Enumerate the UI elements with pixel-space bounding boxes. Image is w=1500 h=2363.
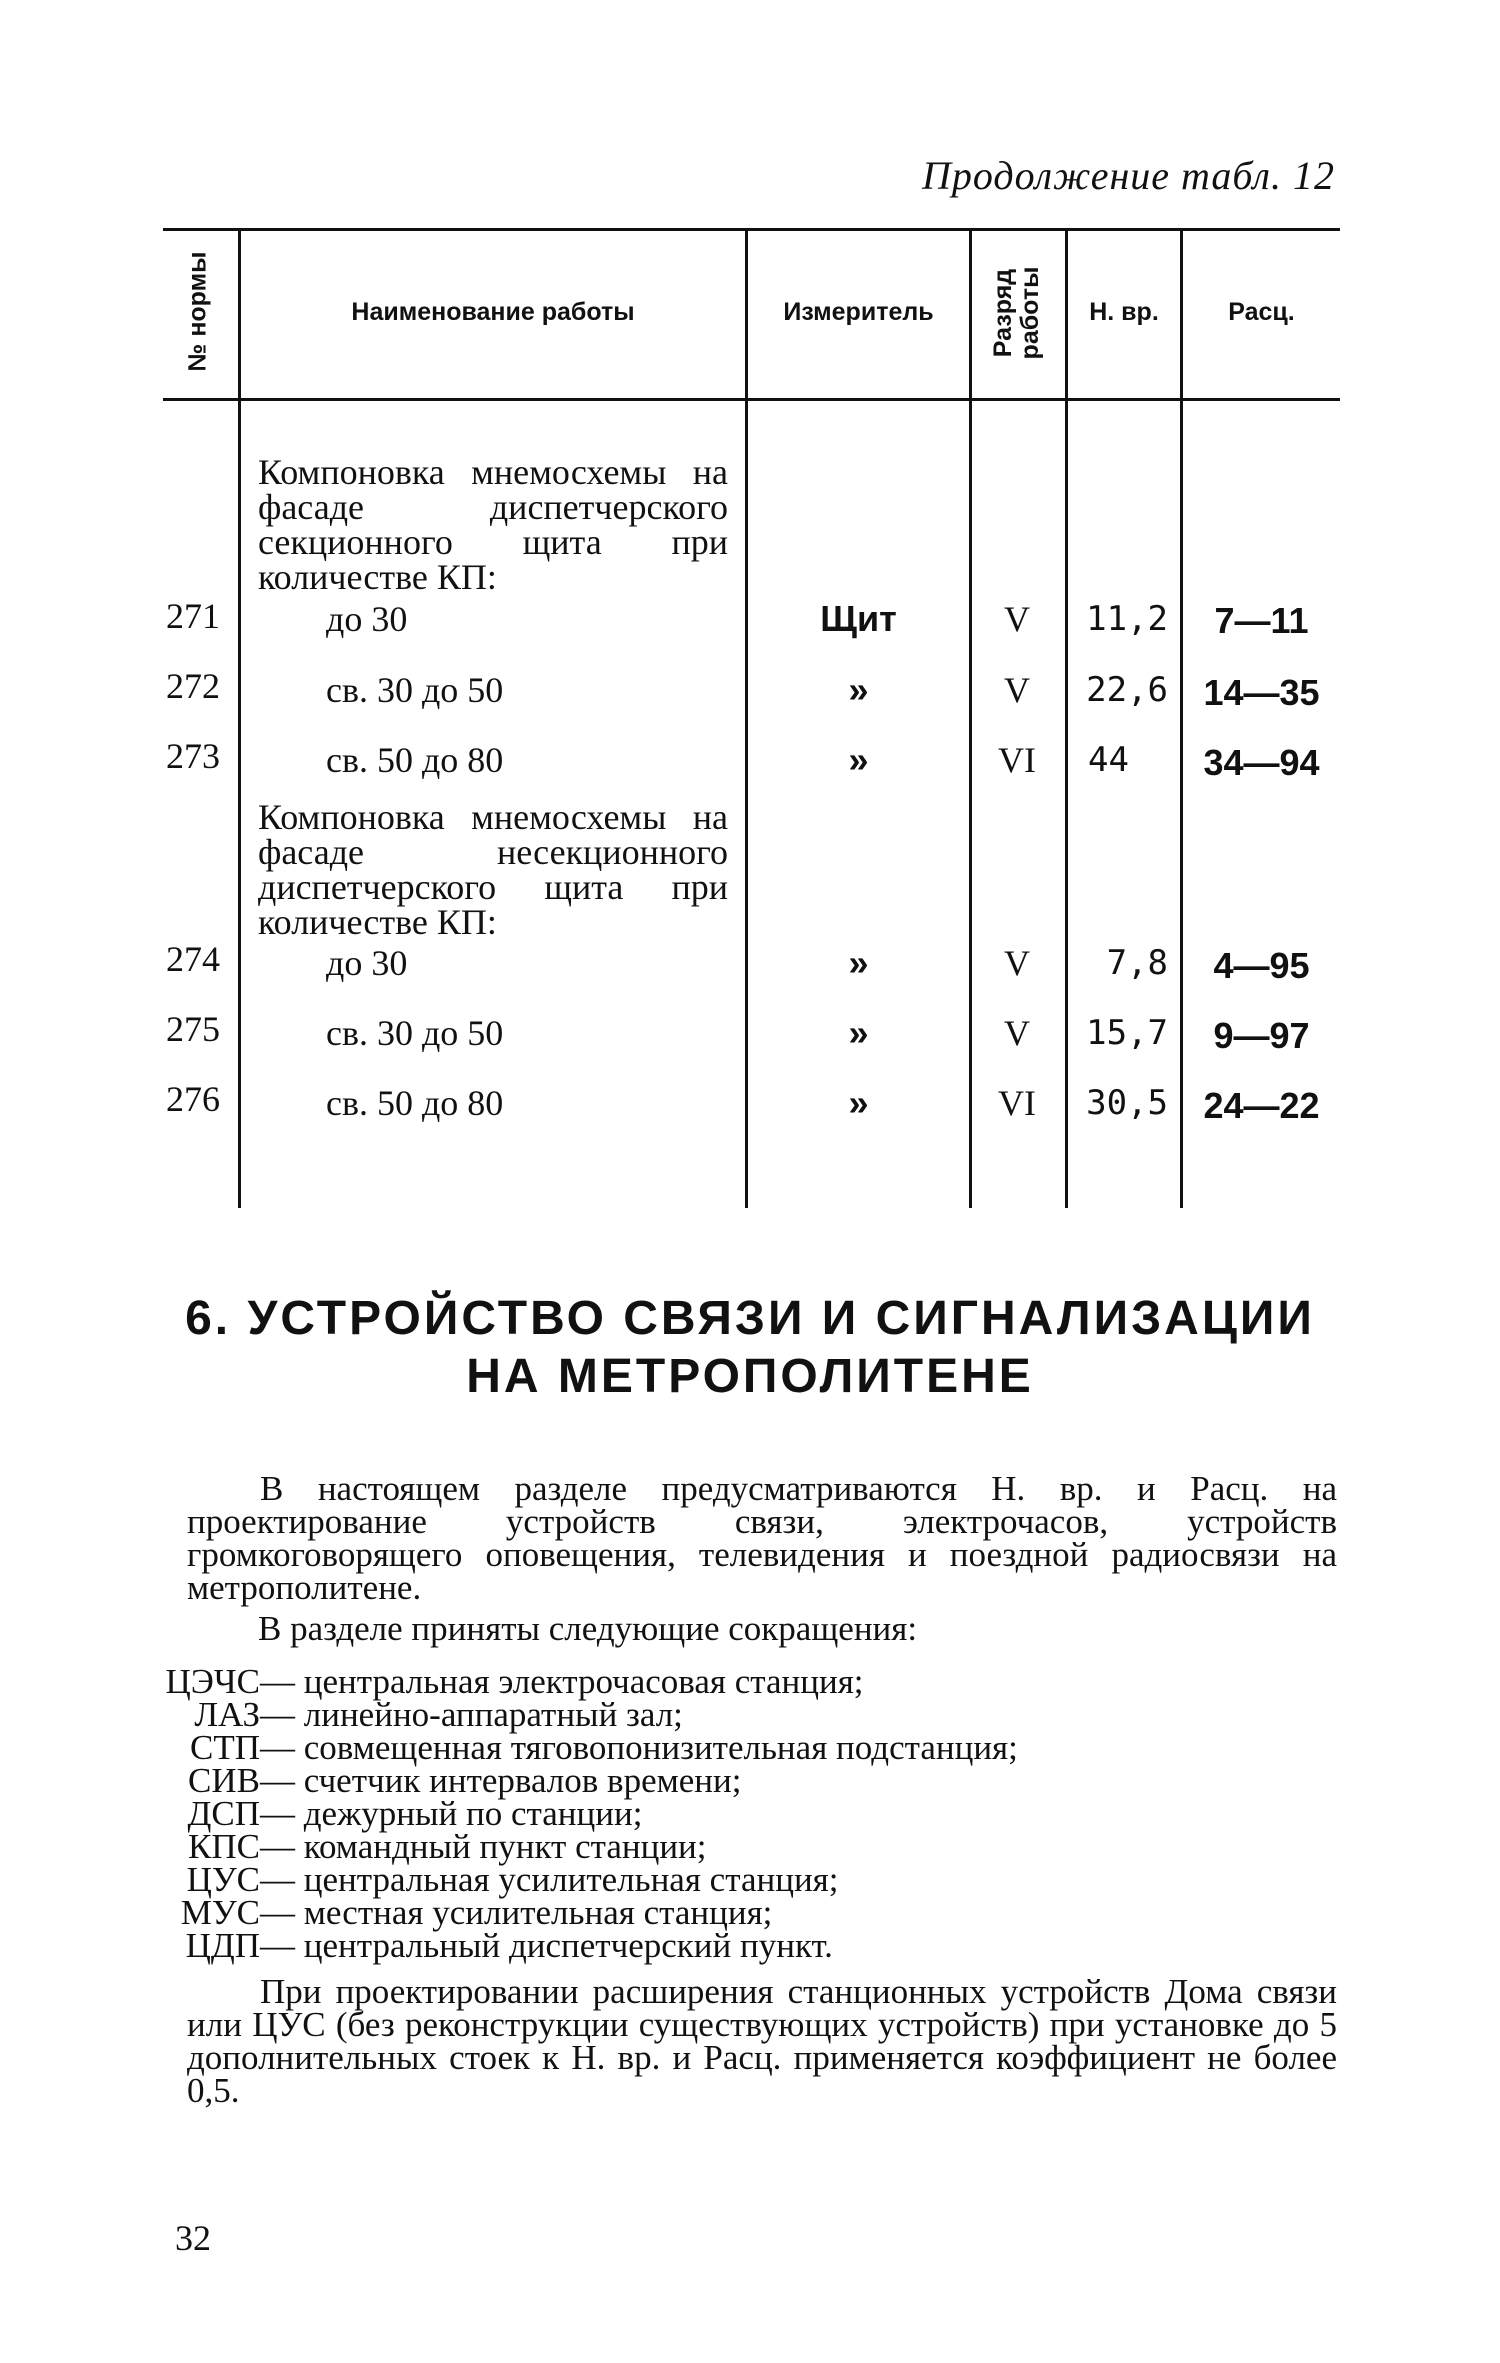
abbr-row: СИВ— счетчик интервалов времени;	[45, 1764, 741, 1797]
table-top-rule	[163, 228, 1340, 231]
row-275-price: 9—97	[1213, 1015, 1310, 1056]
header-work-name: Наименование работы	[351, 298, 635, 326]
row-274-time: 7,8	[1106, 943, 1168, 983]
abbr-key: ЛАЗ	[194, 1695, 260, 1734]
row-276-time: 30,5	[1086, 1083, 1168, 1123]
row-273-name: св. 50 до 80	[326, 740, 504, 780]
abbr-row: ЦДП— центральный диспетчерский пункт.	[45, 1929, 833, 1962]
row-273-unit: »	[848, 739, 869, 780]
row-274-name: до 30	[326, 943, 408, 983]
col-divider-5	[1180, 228, 1183, 1208]
row-271-price: 7—11	[1214, 600, 1309, 641]
header-grade: Разряд работы	[989, 266, 1044, 360]
header-unit: Измеритель	[783, 298, 934, 326]
abbr-key: ЦДП	[185, 1926, 260, 1965]
header-price: Расц.	[1228, 298, 1295, 326]
abbr-row: ЛАЗ— линейно-аппаратный зал;	[45, 1698, 683, 1731]
final-paragraph: При проектировании расширения станционных устройств Дома связи или ЦУС (без реконструкции существующих устройств) при установке до 5 дополнительных стоек к Н. вр. и Расц. применяется коэффициент не более 0,5.	[187, 1972, 1337, 2110]
row-274-grade: V	[1004, 943, 1030, 983]
row-272-time: 22,6	[1086, 670, 1168, 710]
row-271-grade: V	[1004, 599, 1030, 639]
row-276-grade: VI	[998, 1083, 1036, 1123]
row-275-unit: »	[848, 1012, 869, 1053]
row-273-time: 44	[1088, 740, 1129, 780]
abbr-row: МУС— местная усилительная станция;	[45, 1896, 772, 1929]
abbr-row: ДСП— дежурный по станции;	[45, 1797, 642, 1830]
page-number: 32	[175, 2218, 211, 2258]
row-272-unit: »	[848, 669, 869, 710]
abbr-value: счетчик интервалов времени;	[303, 1761, 742, 1800]
group1-title: Компоновка мнемосхемы на фасаде диспетчерского секционного щита при количестве КП:	[258, 452, 728, 597]
abbr-value: центральная электрочасовая станция;	[303, 1662, 864, 1701]
abbr-value: центральная усилительная станция;	[303, 1860, 839, 1899]
abbr-row: ЦЭЧС— центральная электрочасовая станция;	[45, 1665, 864, 1698]
section-title-line2: НА МЕТРОПОЛИТЕНЕ	[466, 1350, 1034, 1403]
abbr-value: дежурный по станции;	[303, 1794, 643, 1833]
row-275-name: св. 30 до 50	[326, 1013, 504, 1053]
col-divider-1	[238, 228, 241, 1208]
abbreviations-intro: В разделе приняты следующие сокращения:	[258, 1609, 918, 1648]
abbr-key: ДСП	[187, 1794, 260, 1833]
abbr-row: КПС— командный пункт станции;	[45, 1830, 707, 1863]
row-273-price: 34—94	[1203, 742, 1320, 783]
row-271-no: 271	[166, 596, 220, 636]
row-274-no: 274	[166, 939, 220, 979]
abbr-value: командный пункт станции;	[303, 1827, 707, 1866]
row-272-no: 272	[166, 666, 220, 706]
row-272-price: 14—35	[1203, 672, 1320, 713]
group2-title: Компоновка мнемосхемы на фасаде несекционного диспетчерского щита при количестве КП:	[258, 797, 728, 942]
intro-paragraph: В настоящем разделе предусматриваются Н. вр. и Расц. на проектирование устройств связи, электрочасов, устройств громкоговорящего оповещения, телевидения и поездной радиосвязи на метрополитене.	[187, 1469, 1337, 1607]
row-275-time: 15,7	[1086, 1013, 1168, 1053]
row-276-price: 24—22	[1203, 1085, 1320, 1126]
abbr-value: местная усилительная станция;	[303, 1893, 773, 1932]
col-divider-3	[969, 228, 972, 1208]
abbr-key: ЦУС	[186, 1860, 260, 1899]
abbr-key: СТП	[190, 1728, 260, 1767]
row-274-price: 4—95	[1213, 945, 1310, 986]
abbr-key: КПС	[188, 1827, 260, 1866]
row-276-unit: »	[848, 1082, 869, 1123]
col-divider-4	[1065, 228, 1068, 1208]
row-272-name: св. 30 до 50	[326, 670, 504, 710]
abbr-value: центральный диспетчерский пункт.	[303, 1926, 833, 1965]
row-274-unit: »	[848, 942, 869, 983]
abbr-value: линейно-аппаратный зал;	[303, 1695, 683, 1734]
abbr-key: ЦЭЧС	[165, 1662, 260, 1701]
header-time-norm: Н. вр.	[1089, 298, 1159, 326]
table-header-rule	[163, 398, 1340, 401]
row-271-time: 11,2	[1086, 599, 1168, 639]
abbr-value: совмещенная тяговопонизительная подстанция;	[303, 1728, 1018, 1767]
row-276-no: 276	[166, 1079, 220, 1119]
row-271-name: до 30	[326, 599, 408, 639]
row-273-grade: VI	[998, 740, 1036, 780]
section-title-line1: 6. УСТРОЙСТВО СВЯЗИ И СИГНАЛИЗАЦИИ	[185, 1292, 1315, 1345]
row-273-no: 273	[166, 736, 220, 776]
header-norm-no: № нормы	[183, 251, 212, 372]
row-271-unit: Щит	[820, 598, 897, 639]
col-divider-2	[745, 228, 748, 1208]
row-275-grade: V	[1004, 1013, 1030, 1053]
abbr-row: ЦУС— центральная усилительная станция;	[45, 1863, 839, 1896]
row-275-no: 275	[166, 1009, 220, 1049]
abbr-row: СТП— совмещенная тяговопонизительная подстанция;	[45, 1731, 1018, 1764]
continuation-label: Продолжение табл. 12	[921, 153, 1335, 198]
abbr-key: СИВ	[188, 1761, 260, 1800]
abbr-key: МУС	[180, 1893, 260, 1932]
norms-table	[163, 228, 1340, 1208]
row-276-name: св. 50 до 80	[326, 1083, 504, 1123]
row-272-grade: V	[1004, 670, 1030, 710]
section-title	[150, 1290, 1350, 1406]
